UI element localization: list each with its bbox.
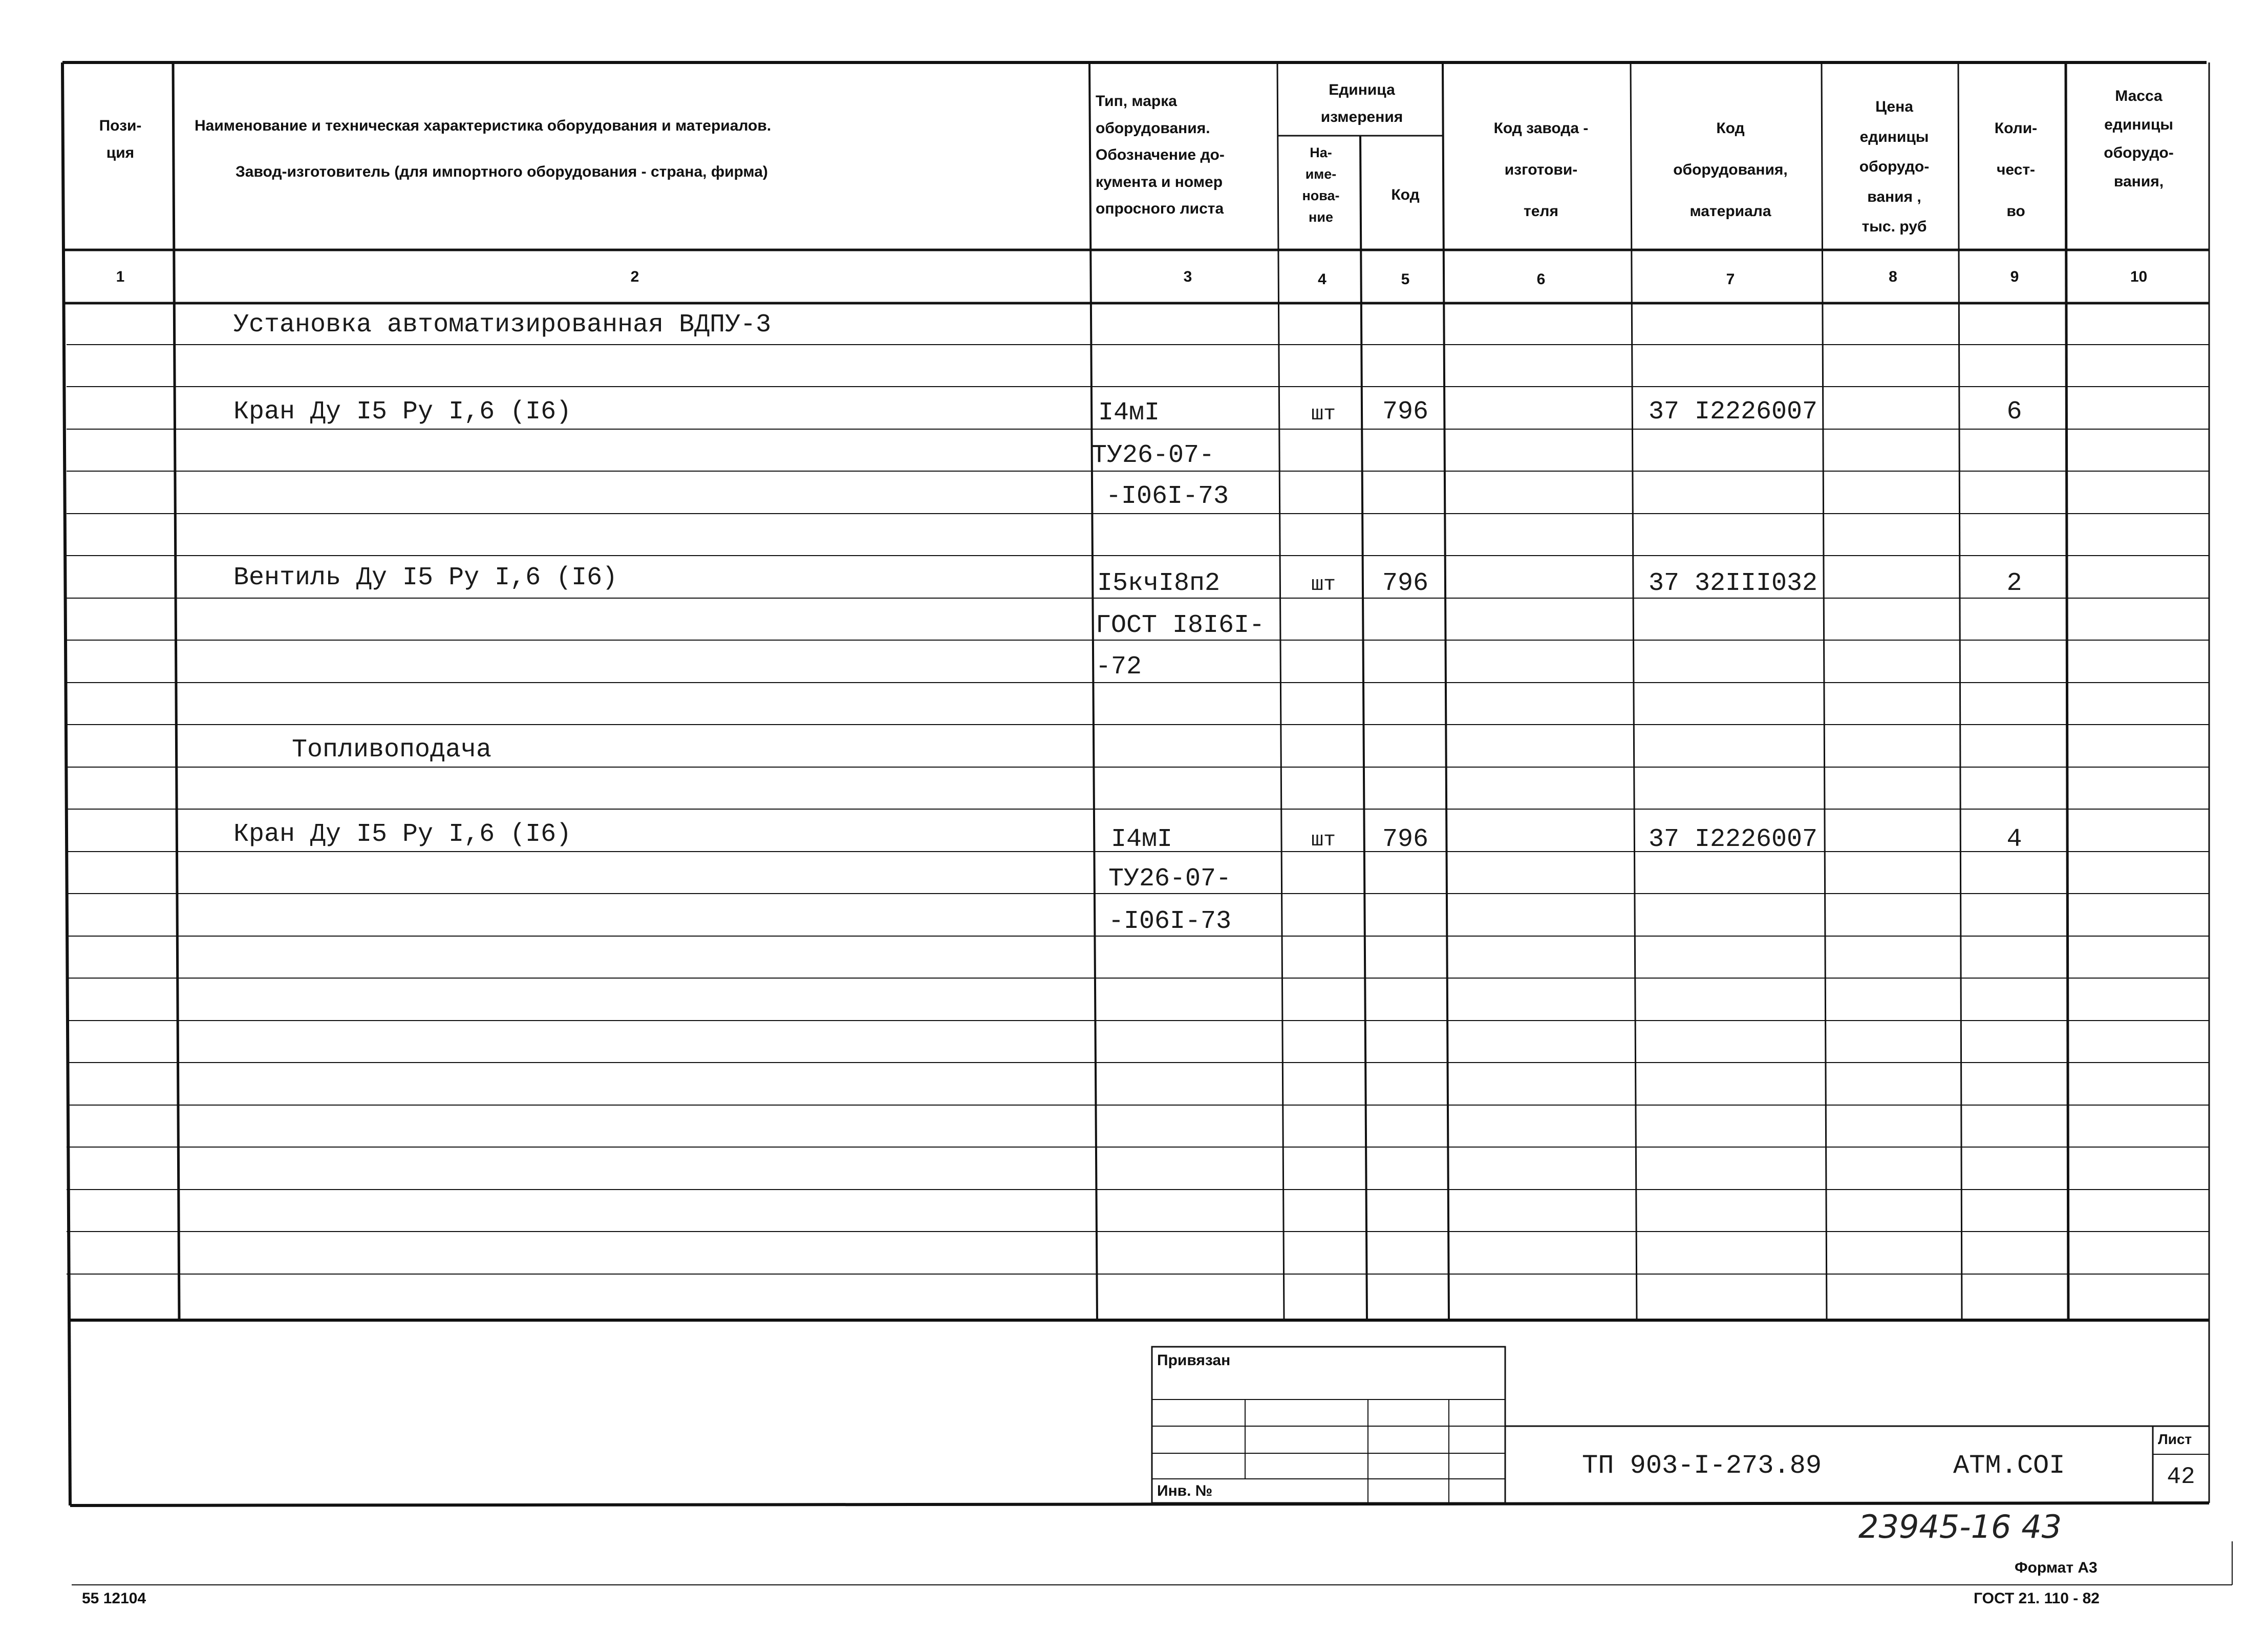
item2-type-line1: I5кчI8п2 xyxy=(1097,569,1221,598)
item2-name: Вентиль Ду I5 Ру I,6 (I6) xyxy=(233,563,618,592)
sheet-number: 42 xyxy=(2167,1464,2195,1490)
item2-unit: шт xyxy=(1311,574,1336,597)
header-equipment-code: Код оборудования, материала xyxy=(1673,120,1788,220)
item3-unit-code: 796 xyxy=(1382,825,1428,854)
item2-equipment-code: 37 32III032 xyxy=(1649,569,1818,598)
header-name-line1: Наименование и техническая характеристика оборудования и материалов. xyxy=(195,117,772,134)
inventory-number-label: Инв. № xyxy=(1157,1482,1213,1499)
document-code: АТМ.COI xyxy=(1953,1451,2065,1481)
item1-type-line3: -I06I-73 xyxy=(1106,482,1229,511)
item1-name: Кран Ду I5 Ру I,6 (I6) xyxy=(233,397,572,427)
item1-unit: шт xyxy=(1311,403,1336,426)
document-number: ТП 903-I-273.89 xyxy=(1582,1451,1822,1481)
bound-label: Привязан xyxy=(1157,1352,1231,1369)
item3-type-line3: -I06I-73 xyxy=(1108,907,1232,936)
item3-type-line1: I4мI xyxy=(1111,825,1173,854)
item3-unit: шт xyxy=(1311,829,1336,852)
item2-quantity: 2 xyxy=(2006,569,2022,598)
item2-unit-code: 796 xyxy=(1382,569,1428,598)
header-type: Тип, марка оборудования. Обозначение до- кумента и номер опросного листа xyxy=(1096,93,1225,217)
handwritten-number: 23945-16 43 xyxy=(1858,1508,2062,1545)
item2-type-line3: -72 xyxy=(1096,652,1142,682)
gost-label: ГОСТ 21. 110 - 82 xyxy=(1974,1590,2100,1607)
col-number-4: 4 xyxy=(1318,271,1326,288)
item3-equipment-code: 37 I2226007 xyxy=(1649,825,1818,854)
header-unit-group: Единица измерения xyxy=(1320,81,1403,125)
col-number-9: 9 xyxy=(2010,268,2019,285)
section-title: Установка автоматизированная ВДПУ-3 xyxy=(233,310,772,340)
header-position: Пози- ция xyxy=(99,117,142,161)
format-label: Формат А3 xyxy=(2015,1559,2098,1576)
col-number-7: 7 xyxy=(1726,271,1735,288)
header-name-line2: Завод-изготовитель (для импортного оборудования - страна, фирма) xyxy=(236,163,768,180)
item3-name: Кран Ду I5 Ру I,6 (I6) xyxy=(233,820,572,849)
col-number-6: 6 xyxy=(1536,271,1546,288)
header-manufacturer-code: Код завода - изготови- теля xyxy=(1493,120,1589,220)
col-number-1: 1 xyxy=(116,268,125,285)
col-number-8: 8 xyxy=(1889,268,1897,285)
item3-type-line2: ТУ26-07- xyxy=(1108,864,1232,894)
col-number-10: 10 xyxy=(2130,268,2148,285)
col-number-2: 2 xyxy=(630,268,639,285)
item1-quantity: 6 xyxy=(2006,397,2022,427)
subsection-title: Топливоподача xyxy=(292,735,492,765)
header-unit-name: На- име- нова- ние xyxy=(1302,145,1340,225)
item1-unit-code: 796 xyxy=(1382,397,1428,427)
item3-quantity: 4 xyxy=(2006,825,2022,854)
sheet-label: Лист xyxy=(2158,1431,2192,1447)
item1-type-line2: ТУ26-07- xyxy=(1092,441,1215,470)
header-price: Цена единицы оборудо- вания , тыс. руб xyxy=(1859,98,1930,235)
print-code: 55 12104 xyxy=(82,1590,146,1607)
item1-type-line1: I4мI xyxy=(1098,398,1160,428)
col-number-5: 5 xyxy=(1401,271,1410,288)
item2-type-line2: ГОСТ I8I6I- xyxy=(1096,611,1265,640)
item1-equipment-code: 37 I2226007 xyxy=(1649,397,1818,427)
header-mass: Масса единицы оборудо- вания, xyxy=(2104,88,2174,190)
header-unit-code: Код xyxy=(1391,186,1420,203)
header-quantity: Коли- чест- во xyxy=(1994,120,2038,220)
col-number-3: 3 xyxy=(1183,268,1192,285)
